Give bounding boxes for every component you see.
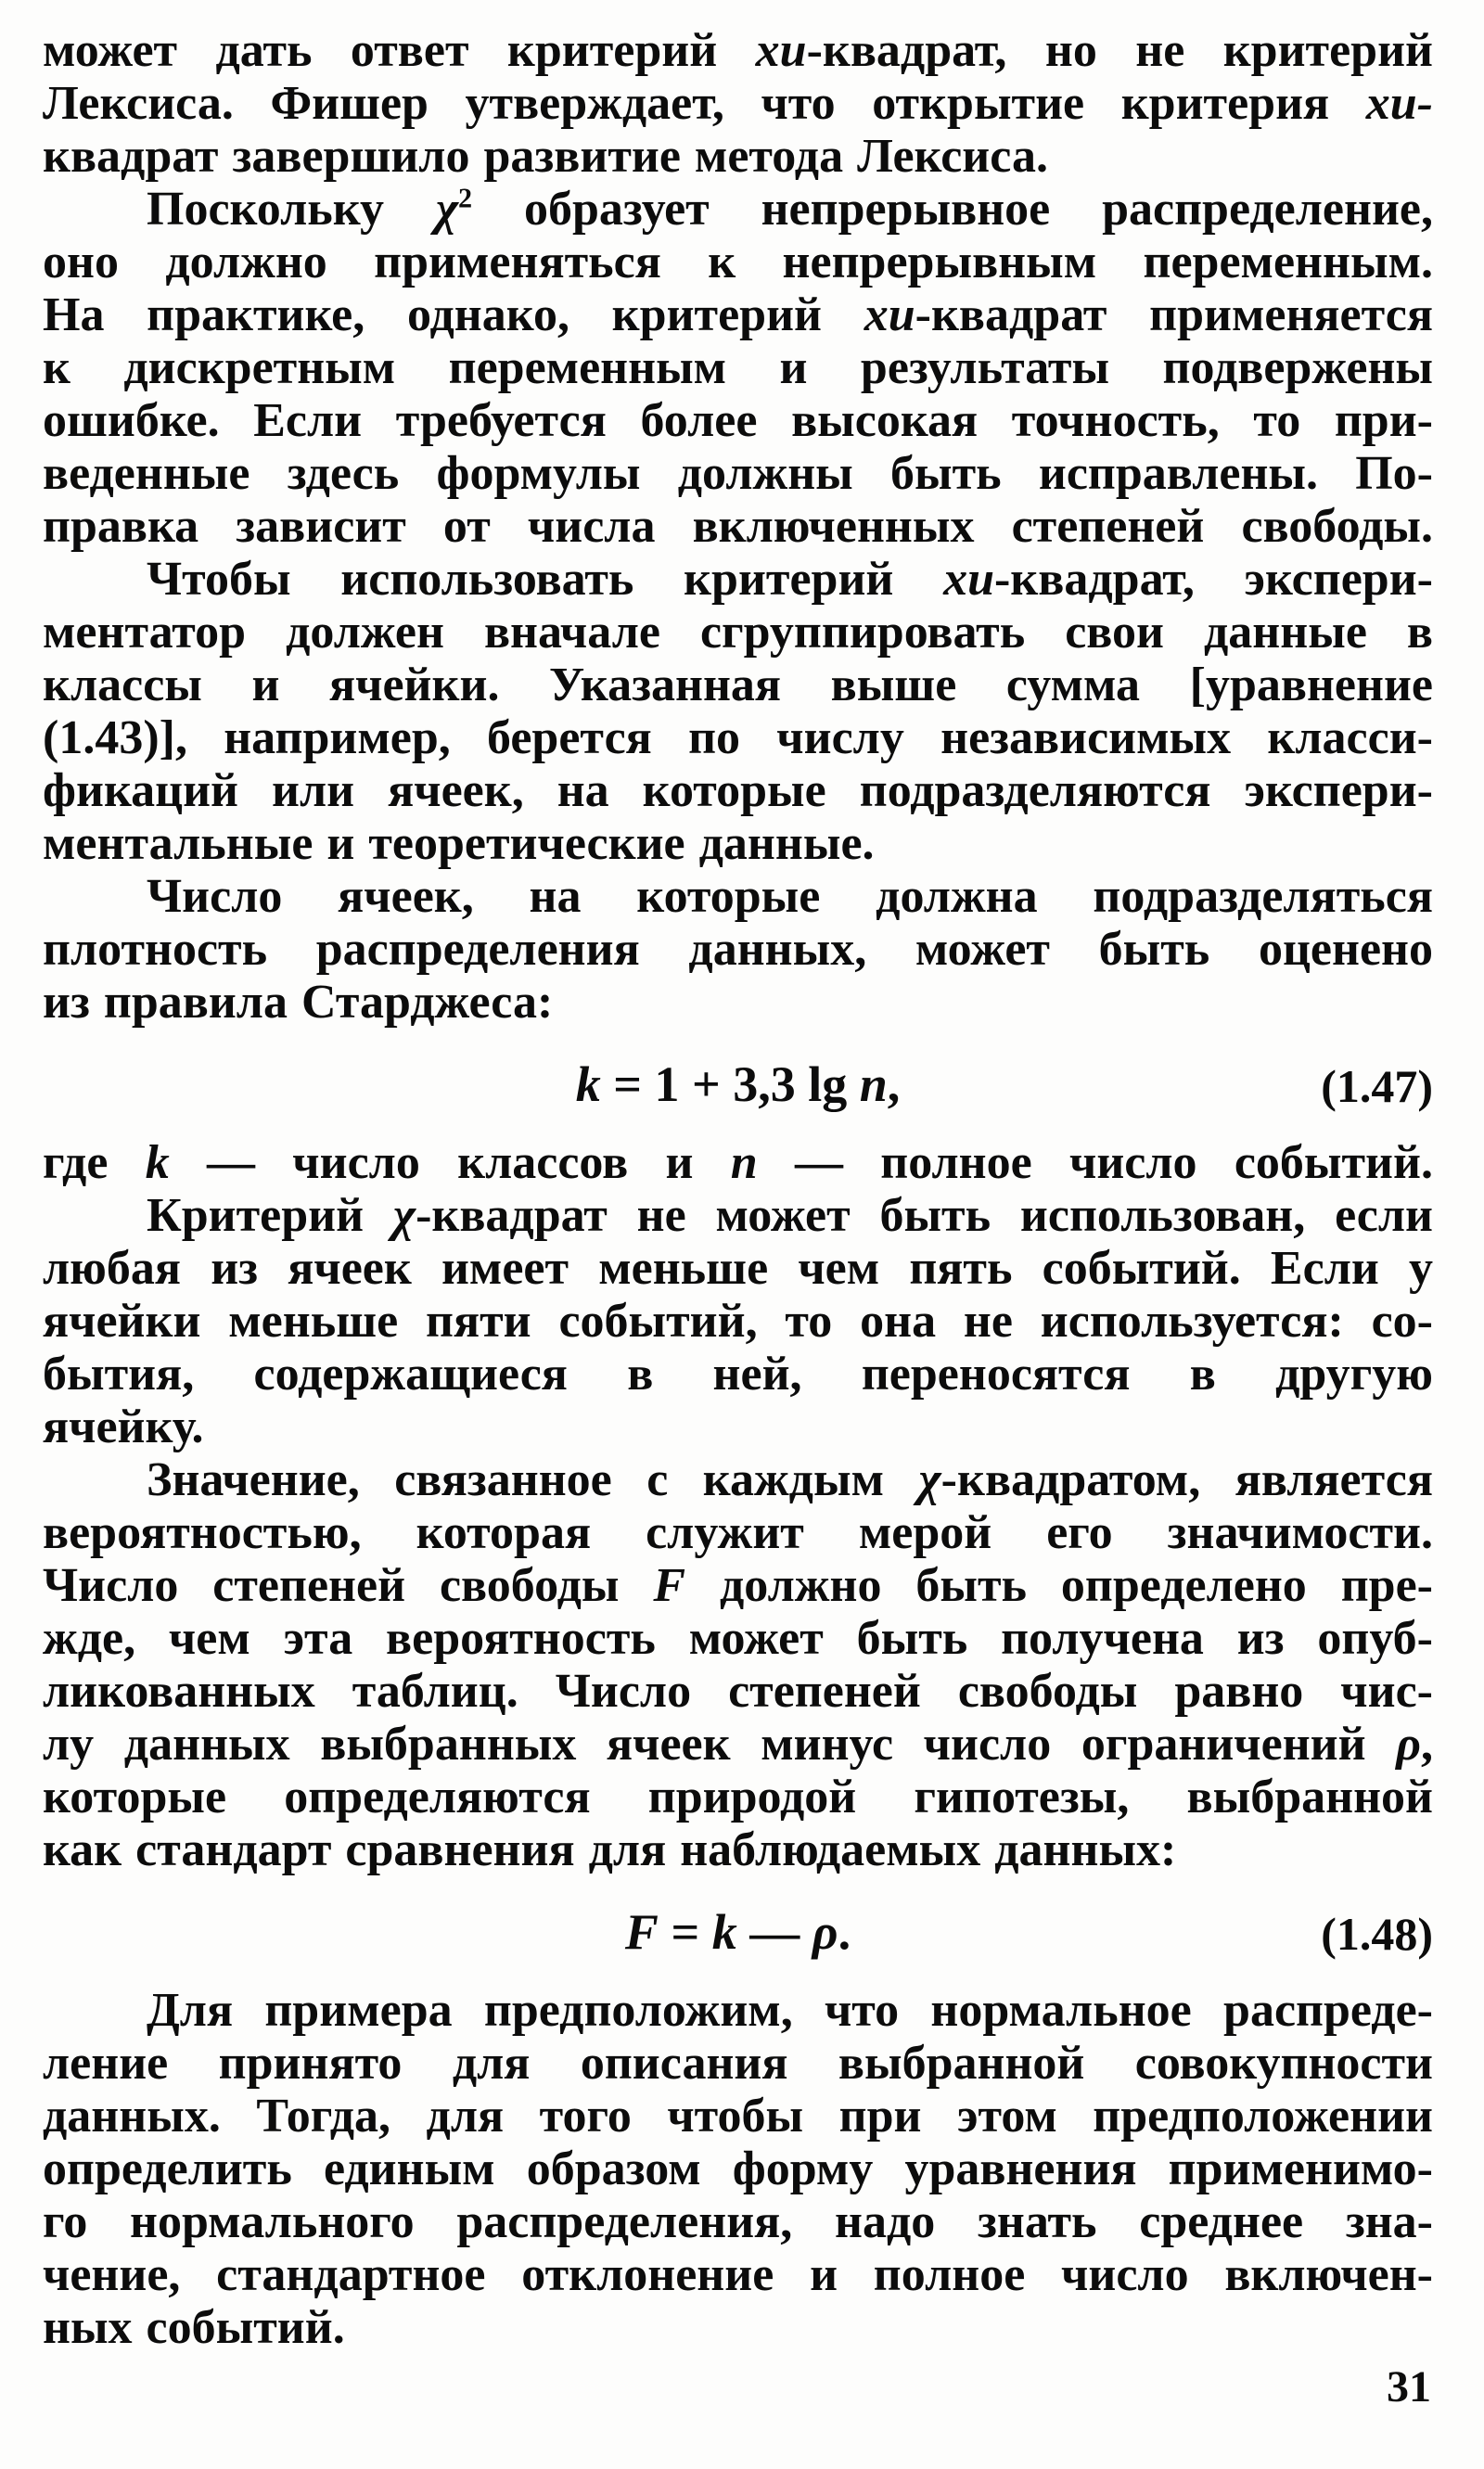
text-line <box>43 1718 1433 1771</box>
text-run: — число классов и <box>169 1136 731 1189</box>
text-column <box>43 24 1433 2354</box>
text-run: классы и ячейки. Указанная выше сумма [уравнение <box>43 659 1433 711</box>
italic-text-run: χ <box>918 1453 941 1506</box>
text-line <box>43 447 1433 500</box>
text-run: — <box>736 1904 812 1960</box>
text-run: Число ячеек, на которые должна подразделяться <box>147 870 1433 923</box>
text-run: -квадрат, но не критерий <box>806 24 1433 77</box>
page-number: 31 <box>1387 2362 1431 2411</box>
text-run: лу данных выбранных ячеек минус число ограничений <box>43 1718 1397 1771</box>
italic-text-run: хи <box>755 24 807 77</box>
italic-text-run: n <box>859 1056 888 1112</box>
text-run: 2 <box>458 183 473 214</box>
text-run: = <box>658 1904 712 1960</box>
text-run: данных. Тогда, для того чтобы при этом предположении <box>43 2090 1433 2143</box>
text-run: -квадрат применяется <box>915 288 1433 341</box>
text-line <box>43 1453 1433 1506</box>
italic-text-run: хи- <box>1365 77 1433 130</box>
text-line <box>43 2143 1433 2195</box>
text-line <box>43 764 1433 817</box>
text-run: жде, чем эта вероятность может быть получена из опуб- <box>43 1612 1433 1665</box>
text-line <box>43 24 1433 77</box>
text-line <box>43 236 1433 288</box>
text-line <box>43 2248 1433 2301</box>
text-line <box>43 341 1433 394</box>
italic-text-run: χ <box>435 183 459 236</box>
text-run: может дать ответ критерий <box>43 24 756 77</box>
italic-text-run: k <box>575 1056 601 1112</box>
text-run: как стандарт сравнения для наблюдаемых данных: <box>43 1823 1177 1876</box>
text-line <box>43 2037 1433 2090</box>
text-line <box>43 288 1433 341</box>
text-run: (1.43)], например, берется по числу независимых класси- <box>43 711 1433 764</box>
text-line <box>43 183 1433 236</box>
text-line <box>43 130 1433 183</box>
equation-body <box>576 1055 901 1114</box>
text-line <box>43 606 1433 659</box>
text-line <box>43 711 1433 764</box>
italic-text-run: k <box>711 1904 737 1960</box>
text-run: плотность распределения данных, может быть оценено <box>43 923 1433 976</box>
text-run: На практике, однако, критерий <box>43 288 864 341</box>
italic-text-run: F <box>624 1904 659 1960</box>
equation-1-48 <box>43 1902 1433 1962</box>
italic-text-run: χ <box>392 1189 416 1242</box>
text-run: где <box>43 1136 146 1189</box>
text-line <box>43 1559 1433 1612</box>
text-run: определить единым образом форму уравнения применимо- <box>43 2143 1433 2195</box>
text-run: из правила Старджеса: <box>43 976 554 1029</box>
text-run: Число степеней свободы <box>43 1559 654 1612</box>
text-run: , <box>1421 1718 1433 1771</box>
equation-body <box>625 1902 851 1962</box>
italic-text-run: k <box>145 1136 170 1189</box>
text-run: ментатор должен вначале сгруппировать свои данные в <box>43 606 1433 659</box>
text-line <box>43 976 1433 1029</box>
text-line <box>43 1823 1433 1876</box>
text-run: ликованных таблиц. Число степеней свободы равно чис- <box>43 1665 1433 1718</box>
text-run: Для примера предположим, что нормальное распреде- <box>147 1984 1433 2037</box>
text-run: Значение, связанное с каждым <box>147 1453 919 1506</box>
text-run: Лексиса. Фишер утверждает, что открытие критерия <box>43 77 1366 130</box>
text-run: должно быть определено пре- <box>685 1559 1433 1612</box>
italic-text-run: ρ <box>1396 1718 1421 1771</box>
text-run: -квадратом, является <box>940 1453 1433 1506</box>
text-run: Поскольку <box>147 183 436 236</box>
text-line <box>43 553 1433 606</box>
text-line <box>43 1295 1433 1348</box>
equation-1-47 <box>43 1055 1433 1114</box>
equation-number: (1.48) <box>1321 1908 1433 1960</box>
italic-text-run: хи <box>864 288 915 341</box>
text-line <box>43 1401 1433 1453</box>
text-run: фикаций или ячеек, на которые подразделяются экспери- <box>43 764 1433 817</box>
text-line <box>43 1665 1433 1718</box>
italic-text-run: F <box>653 1559 686 1612</box>
text-run: вероятностью, которая служит мерой его значимости. <box>43 1506 1433 1559</box>
text-run: Чтобы использовать критерий <box>147 553 944 606</box>
text-line <box>43 77 1433 130</box>
text-run: Критерий <box>147 1189 393 1242</box>
equation-number: (1.47) <box>1321 1060 1433 1112</box>
text-run: -квадрат, экспери- <box>993 553 1433 606</box>
text-run: ошибке. Если требуется более высокая точность, то при- <box>43 394 1433 447</box>
text-run: оно должно применяться к непрерывным переменным. <box>43 236 1433 288</box>
text-line <box>43 2301 1433 2354</box>
text-line <box>43 1136 1433 1189</box>
text-run: -квадрат не может быть использован, если <box>416 1189 1433 1242</box>
text-run: к дискретным переменным и результаты подвержены <box>43 341 1433 394</box>
text-run: го нормального распределения, надо знать среднее зна- <box>43 2195 1433 2248</box>
text-run: ных событий. <box>43 2301 345 2354</box>
text-line <box>43 1771 1433 1823</box>
text-line <box>43 817 1433 870</box>
italic-text-run: n <box>730 1136 758 1189</box>
text-line <box>43 659 1433 711</box>
text-run: которые определяются природой гипотезы, выбранной <box>43 1771 1433 1823</box>
text-run: ячейки меньше пяти событий, то она не используется: со- <box>43 1295 1433 1348</box>
text-line <box>43 1348 1433 1401</box>
text-run: — полное число событий. <box>757 1136 1433 1189</box>
text-run: , <box>887 1056 901 1112</box>
text-run: чение, стандартное отклонение и полное число включен- <box>43 2248 1433 2301</box>
text-run: = 1 + 3,3 lg <box>600 1056 860 1112</box>
italic-text-run: хи <box>943 553 994 606</box>
text-run: правка зависит от числа включенных степеней свободы. <box>43 500 1433 553</box>
text-line <box>43 2090 1433 2143</box>
text-line <box>43 394 1433 447</box>
text-line <box>43 1242 1433 1295</box>
text-run: квадрат завершило развитие метода Лексиса. <box>43 130 1048 183</box>
text-line <box>43 500 1433 553</box>
text-line <box>43 2195 1433 2248</box>
text-run: образует непрерывное распределение, <box>472 183 1433 236</box>
text-run: бытия, содержащиеся в ней, переносятся в другую <box>43 1348 1433 1401</box>
text-line <box>43 1984 1433 2037</box>
text-run: любая из ячеек имеет меньше чем пять событий. Если у <box>43 1242 1433 1295</box>
text-line <box>43 1189 1433 1242</box>
text-line <box>43 923 1433 976</box>
text-run: веденные здесь формулы должны быть исправлены. По- <box>43 447 1433 500</box>
italic-text-run: ρ <box>812 1904 838 1960</box>
text-run: . <box>838 1904 851 1960</box>
text-run: ячейку. <box>43 1401 204 1453</box>
text-line <box>43 1612 1433 1665</box>
text-run: ментальные и теоретические данные. <box>43 817 875 870</box>
text-run: ление принято для описания выбранной совокупности <box>43 2037 1433 2090</box>
text-line <box>43 870 1433 923</box>
text-line <box>43 1506 1433 1559</box>
